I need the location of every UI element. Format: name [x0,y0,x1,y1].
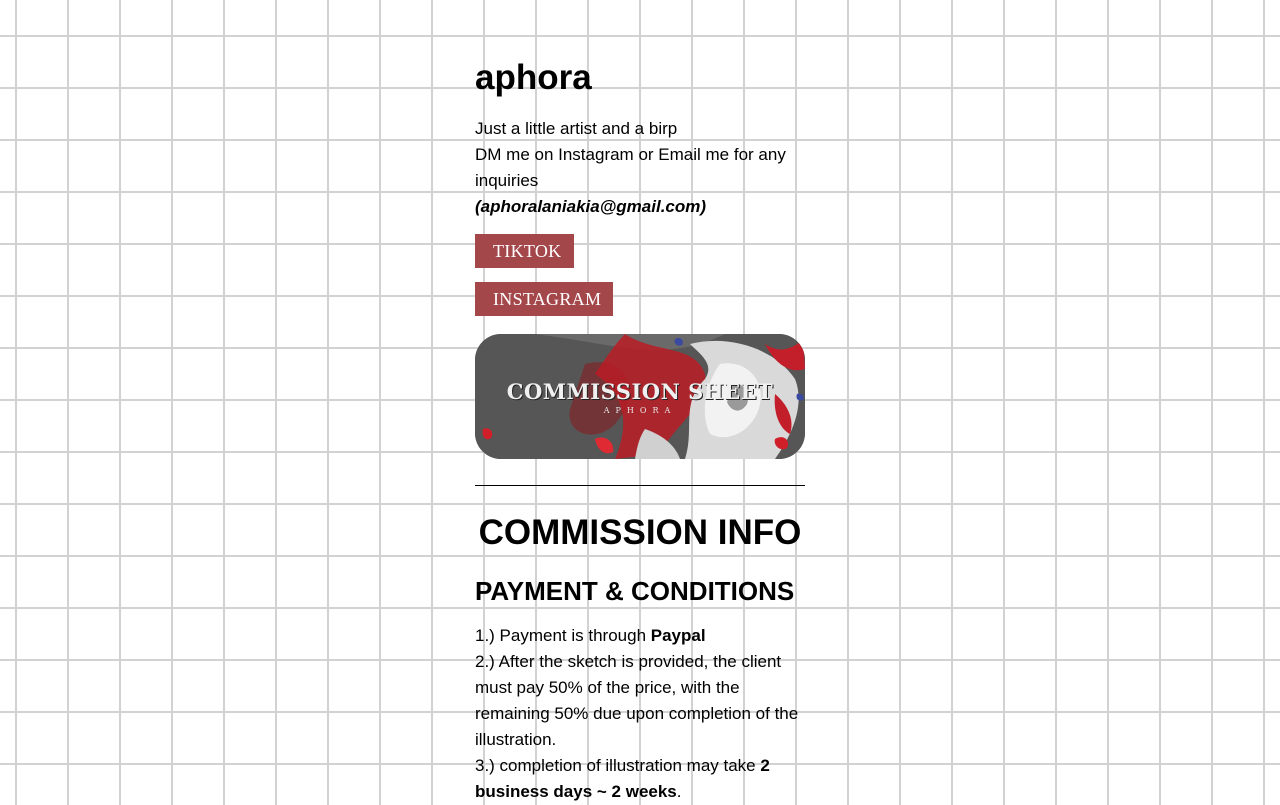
profile-name: aphora [475,58,592,97]
condition-text: . [676,782,682,801]
condition-text: 1.) Payment is through [475,626,651,645]
commission-sheet-banner[interactable] [475,334,805,459]
bio-contact-line: DM me on Instagram or Email me for any inquiries [475,145,786,190]
condition-text: 3.) completion of illustration may take [475,756,761,775]
conditions-list [475,623,805,805]
condition-emphasis: Paypal [650,626,706,645]
instagram-link-button[interactable]: INSTAGRAM [475,282,613,316]
commission-info-heading: COMMISSION INFO [478,513,802,552]
payment-conditions-heading: PAYMENT & CONDITIONS [475,576,795,606]
email-text: (aphoralaniakia@gmail.com) [475,197,707,216]
bio-line: Just a little artist and a birp [475,119,678,138]
profile-bio [475,116,805,220]
condition-item [475,623,805,649]
banner-title: COMMISSION SHEET [506,379,774,404]
condition-item: 2.) After the sketch is provided, the client must pay 50% of the price, with the remaining 50% due upon completion of the illustration. [475,652,799,749]
tiktok-link-button[interactable]: TIKTOK [475,234,574,268]
condition-item [475,753,805,805]
banner-subtitle: APHORA [603,406,677,415]
condition-emphasis: 2 business days ~ 2 weeks [475,756,770,801]
section-divider [475,485,805,486]
